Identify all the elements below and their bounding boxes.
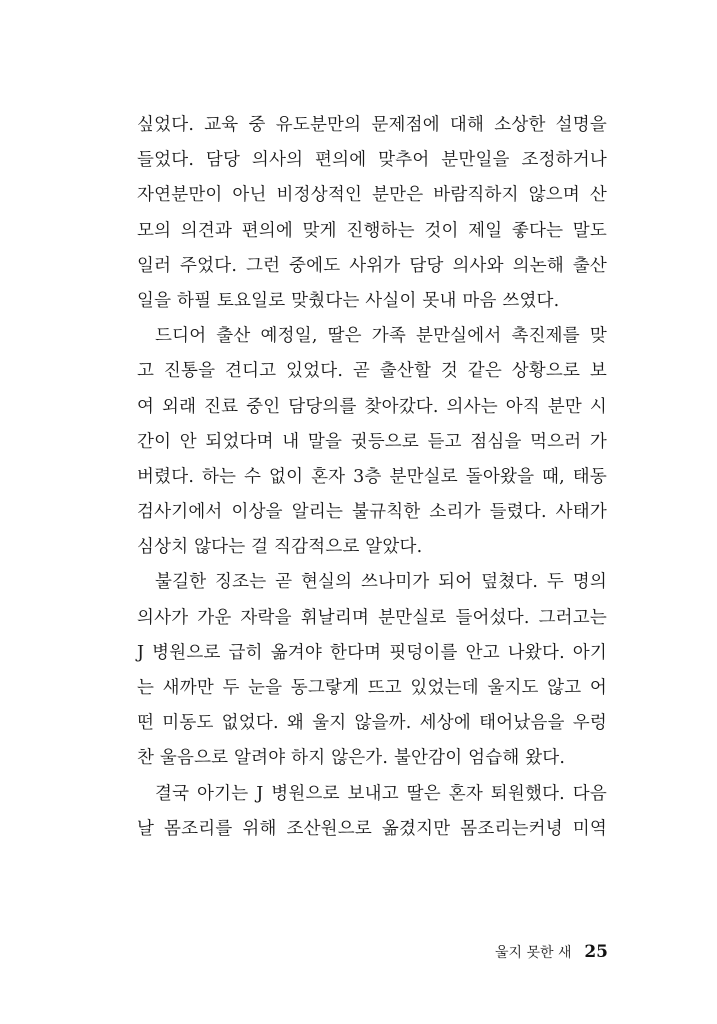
running-title: 울지 못한 새 — [495, 945, 572, 961]
page-footer — [476, 940, 608, 965]
text-line: 고 진통을 견디고 있었다. 곧 출산할 것 같은 상황으로 보 — [137, 361, 607, 382]
text-line: 날 몸조리를 위해 조산원으로 옮겼지만 몸조리는커녕 미역 — [137, 818, 607, 839]
page-number: 25 — [584, 942, 608, 962]
text-line: 찬 울음으로 알려야 하지 않은가. 불안감이 엄습해 왔다. — [137, 748, 566, 769]
text-line: 의사가 가운 자락을 휘날리며 분만실로 들어섰다. 그러고는 — [137, 607, 607, 628]
text-line: J 병원으로 급히 옮겨야 한다며 핏덩이를 안고 나왔다. 아기 — [137, 642, 607, 663]
text-line: 모의 의견과 편의에 맞게 진행하는 것이 제일 좋다는 말도 — [137, 220, 607, 241]
text-line: 검사기에서 이상을 알리는 불규칙한 소리가 들렸다. 사태가 — [137, 502, 607, 523]
text-line: 불길한 징조는 곧 현실의 쓰나미가 되어 덮쳤다. 두 명의 — [155, 572, 607, 593]
text-line: 드디어 출산 예정일, 딸은 가족 분만실에서 촉진제를 맞 — [155, 326, 607, 347]
text-line: 일을 하필 토요일로 맞췄다는 사실이 못내 마음 쓰였다. — [137, 290, 560, 311]
text-line: 들었다. 담당 의사의 편의에 맞추어 분만일을 조정하거나 — [137, 150, 607, 171]
text-line: 는 새까만 두 눈을 동그랗게 뜨고 있었는데 울지도 않고 어 — [137, 678, 607, 698]
text-line: 일러 주었다. 그런 중에도 사위가 담당 의사와 의논해 출산 — [137, 255, 607, 276]
text-line: 결국 아기는 J 병원으로 보내고 딸은 혼자 퇴원했다. 다음 — [155, 783, 607, 804]
text-line: 버렸다. 하는 수 없이 혼자 3층 분만실로 돌아왔을 때, 태동 — [137, 466, 607, 487]
text-line: 여 외래 진료 중인 담당의를 찾아갔다. 의사는 아직 분만 시 — [137, 396, 607, 417]
text-line: 간이 안 되었다며 내 말을 귓등으로 듣고 점심을 먹으러 가 — [137, 431, 607, 452]
text-line: 심상치 않다는 걸 직감적으로 알았다. — [137, 537, 423, 558]
text-line: 떤 미동도 없었다. 왜 울지 않을까. 세상에 태어났음을 우렁 — [137, 713, 607, 734]
body-text — [137, 108, 607, 847]
text-line: 싶었다. 교육 중 유도분만의 문제점에 대해 소상한 설명을 — [137, 115, 607, 135]
text-line: 자연분만이 아닌 비정상적인 분만은 바람직하지 않으며 산 — [137, 185, 607, 206]
